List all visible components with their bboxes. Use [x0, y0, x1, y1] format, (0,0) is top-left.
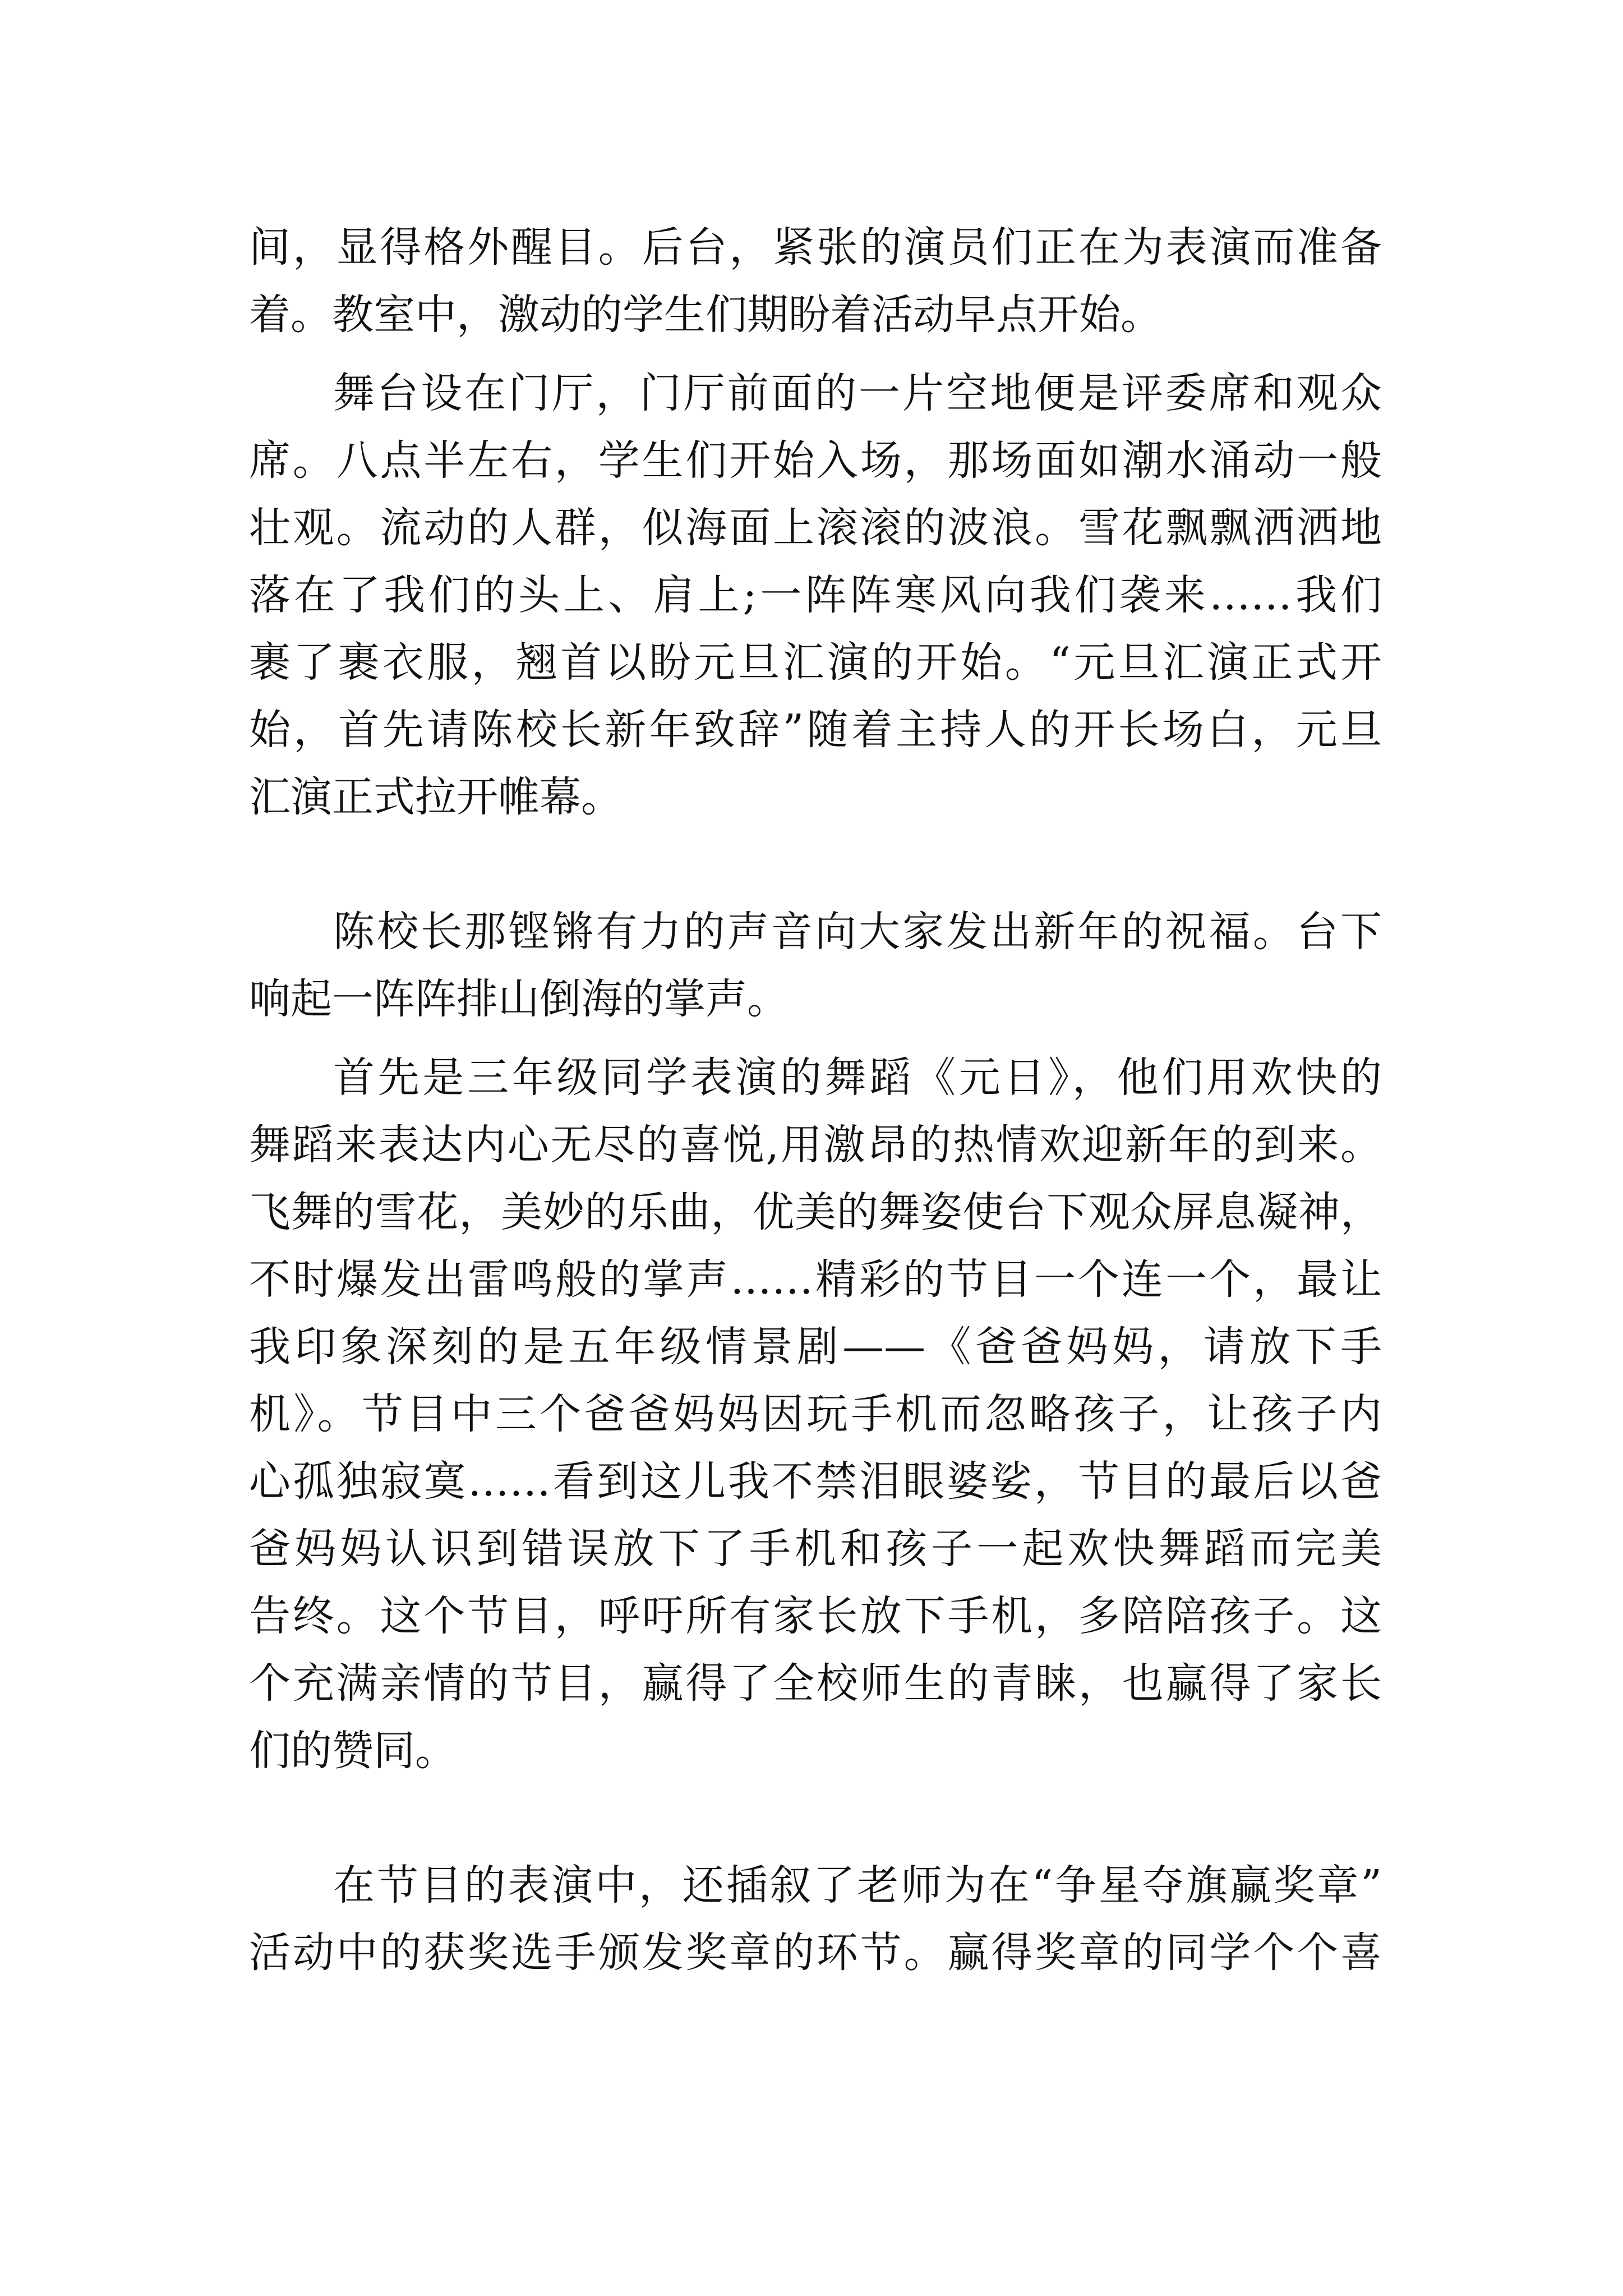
text-line: 们的赞同。	[249, 1727, 457, 1775]
paragraph-first-line: 在节目的表演中，还插叙了老师为在“争星夺旗赢奖章”	[333, 1861, 1382, 1910]
text-line: 间，显得格外醒目。后台，紧张的演员们正在为表演而准备	[249, 223, 1382, 272]
text-line: 爸妈妈认识到错误放下了手机和孩子一起欢快舞蹈而完美	[249, 1525, 1382, 1573]
text-line: 始，首先请陈校长新年致辞”随着主持人的开长场白，元旦	[249, 706, 1382, 754]
text-line: 活动中的获奖选手颁发奖章的环节。赢得奖章的同学个个喜	[249, 1929, 1382, 1977]
text-line: 不时爆发出雷鸣般的掌声……精彩的节目一个连一个，最让	[249, 1255, 1382, 1304]
text-line: 飞舞的雪花，美妙的乐曲，优美的舞姿使台下观众屏息凝神，	[249, 1188, 1382, 1236]
text-line: 壮观。流动的人群，似海面上滚滚的波浪。雪花飘飘洒洒地	[249, 504, 1382, 552]
text-line: 舞蹈来表达内心无尽的喜悦,用激昂的热情欢迎新年的到来。	[249, 1121, 1382, 1169]
text-line: 落在了我们的头上、肩上;一阵阵寒风向我们袭来……我们	[249, 571, 1382, 619]
text-line: 机》。节目中三个爸爸妈妈因玩手机而忽略孩子，让孩子内	[249, 1390, 1382, 1438]
text-line: 心孤独寂寞……看到这儿我不禁泪眼婆娑，节目的最后以爸	[249, 1457, 1382, 1506]
text-line: 席。八点半左右，学生们开始入场，那场面如潮水涌动一般	[249, 436, 1382, 485]
text-line: 我印象深刻的是五年级情景剧——《爸爸妈妈，请放下手	[249, 1323, 1382, 1371]
text-line: 汇演正式拉开帷幕。	[249, 773, 623, 821]
text-line: 响起一阵阵排山倒海的掌声。	[249, 975, 789, 1023]
paragraph-first-line: 首先是三年级同学表演的舞蹈《元日》，他们用欢快的	[333, 1053, 1382, 1102]
text-line: 着。教室中，激动的学生们期盼着活动早点开始。	[249, 291, 1162, 339]
paragraph-first-line: 陈校长那铿锵有力的声音向大家发出新年的祝福。台下	[333, 908, 1382, 956]
paragraph-first-line: 舞台设在门厅，门厅前面的一片空地便是评委席和观众	[333, 369, 1382, 417]
text-line: 裹了裹衣服，翘首以盼元旦汇演的开始。“元旦汇演正式开	[249, 638, 1382, 687]
text-line: 个充满亲情的节目，赢得了全校师生的青睐，也赢得了家长	[249, 1659, 1382, 1708]
text-line: 告终。这个节目，呼吁所有家长放下手机，多陪陪孩子。这	[249, 1592, 1382, 1640]
